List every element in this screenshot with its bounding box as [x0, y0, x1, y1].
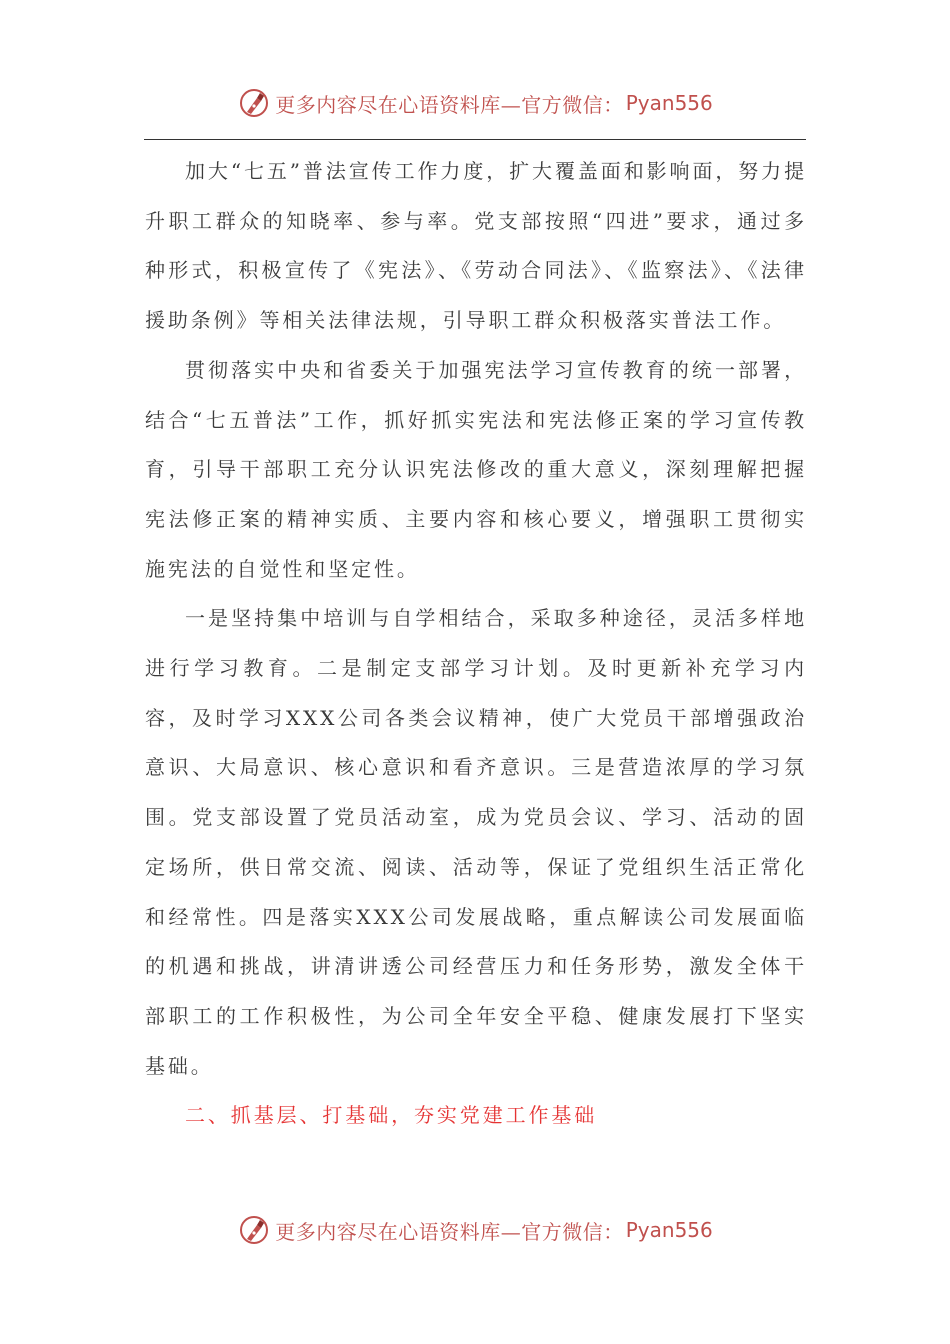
section-heading: 二、抓基层、打基础，夯实党建工作基础 [185, 1103, 598, 1128]
footer-watermark-text: 更多内容尽在心语资料库—官方微信： [275, 1219, 624, 1244]
footer-watermark-banner [0, 1210, 950, 1250]
pen-nib-logo-icon [237, 86, 271, 120]
header-divider [144, 139, 806, 140]
header-watermark-banner [0, 83, 950, 123]
document-body [145, 147, 807, 1141]
body-paragraph: 一是坚持集中培训与自学相结合，采取多种途径，灵活多样地进行学习教育。二是制定支部学习计划。及时更新补充学习内容，及时学习XXX公司各类会议精神，使广大党员干部增强政治意识、大局意识、核心意识和看齐意识。三是营造浓厚的学习氛围。党支部设置了党员活动室，成为党员会议、学习、活动的固定场所，供日常交流、阅读、活动等，保证了党组织生活正常化和经常性。四是落实XXX公司发展战略，重点解读公司发展面临的机遇和挑战，讲清讲透公司经营压力和任务形势，激发全体干部职工的工作积极性，为公司全年安全平稳、健康发展打下坚实基础。 [145, 606, 807, 1078]
body-paragraph: 加大“七五”普法宣传工作力度，扩大覆盖面和影响面，努力提升职工群众的知晓率、参与率。党支部按照“四进”要求，通过多种形式，积极宣传了《宪法》、《劳动合同法》、《监察法》、《法律援助条例》等相关法律法规，引导职工群众积极落实普法工作。 [145, 159, 807, 333]
body-paragraph: 贯彻落实中央和省委关于加强宪法学习宣传教育的统一部署，结合“七五普法”工作，抓好抓实宪法和宪法修正案的学习宣传教育，引导干部职工充分认识宪法修改的重大意义，深刻理解把握宪法修正案的精神实质、主要内容和核心要义，增强职工贯彻实施宪法的自觉性和坚定性。 [145, 357, 807, 581]
header-watermark-handle: Pyan556 [625, 91, 713, 115]
pen-nib-logo-icon [237, 1213, 271, 1247]
header-watermark-text: 更多内容尽在心语资料库—官方微信： [275, 92, 624, 117]
footer-watermark-handle: Pyan556 [625, 1218, 713, 1242]
